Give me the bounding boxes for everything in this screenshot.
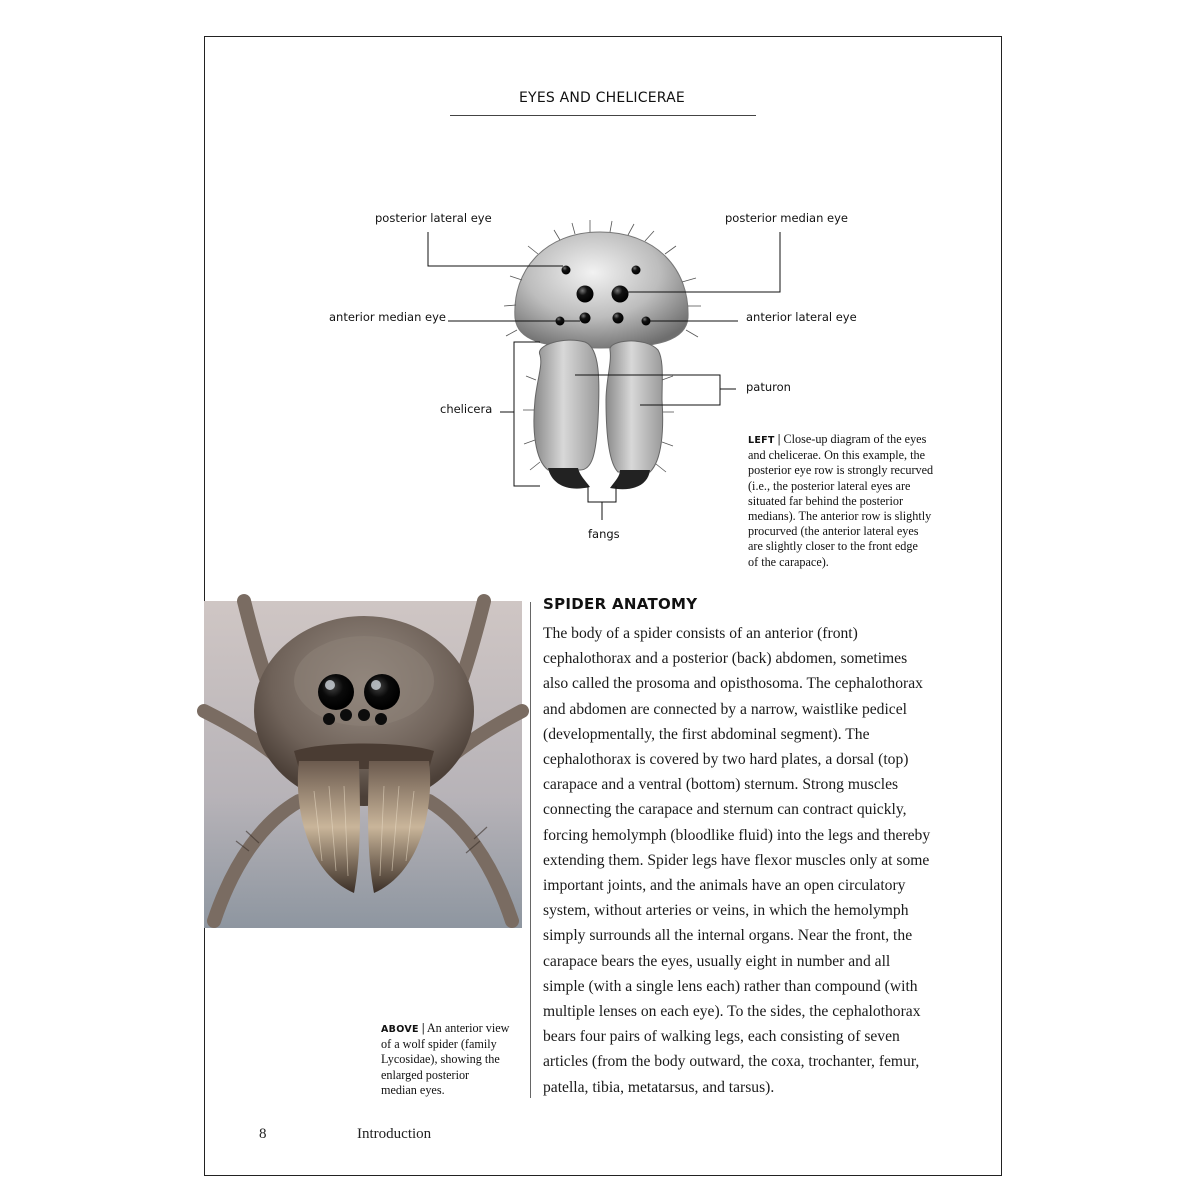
posterior-median-eye-right bbox=[612, 286, 629, 303]
body-line: multiple lenses on each eye). To the sides, the cephalothorax bbox=[543, 1003, 921, 1021]
body-line: forcing hemolymph (bloodlike fluid) into the legs and thereby bbox=[543, 826, 931, 844]
caption-tag: ABOVE bbox=[381, 1024, 419, 1035]
caption-line: median eyes. bbox=[381, 1082, 445, 1097]
body-line: The body of a spider consists of an anterior (front) bbox=[543, 625, 858, 642]
section-title: SPIDER ANATOMY bbox=[543, 595, 698, 613]
chelicerae bbox=[523, 340, 674, 489]
anterior-median-eye-left bbox=[580, 313, 591, 324]
label-fangs: fangs bbox=[588, 527, 620, 541]
label-posterior-median-eye: posterior median eye bbox=[725, 211, 848, 225]
body-line: extending them. Spider legs have flexor muscles only at some bbox=[543, 851, 930, 869]
photo-pme-right bbox=[364, 674, 400, 710]
posterior-lateral-eye-right bbox=[632, 266, 641, 275]
caption-line: (i.e., the posterior lateral eyes are bbox=[748, 478, 911, 493]
caption-line: Lycosidae), showing the bbox=[381, 1052, 500, 1067]
caption-tag: LEFT bbox=[748, 435, 775, 446]
body-line: and abdomen are connected by a narrow, waistlike pedicel bbox=[543, 700, 907, 718]
body-line: important joints, and the animals have an open circulatory bbox=[543, 877, 906, 895]
body-line: cephalothorax and a posterior (back) abdomen, sometimes bbox=[543, 650, 908, 668]
caption-line: are slightly closer to the front edge bbox=[748, 539, 918, 554]
anterior-median-eye-right bbox=[613, 313, 624, 324]
body-line: carapace and a ventral (bottom) sternum. Strong muscles bbox=[543, 776, 899, 794]
body-line: (developmentally, the first abdominal segment). The bbox=[543, 725, 870, 743]
caption-separator: | bbox=[777, 432, 781, 446]
diagram-caption bbox=[748, 432, 933, 570]
caption-line: of the carapace). bbox=[748, 554, 829, 569]
carapace-head bbox=[504, 220, 701, 348]
section-body bbox=[543, 621, 963, 1100]
caption-line: An anterior view bbox=[426, 1021, 510, 1035]
caption-line: enlarged posterior bbox=[381, 1067, 470, 1082]
body-line: simply surrounds all the internal organs. Near the front, the bbox=[543, 927, 913, 945]
column-divider bbox=[530, 602, 531, 1098]
label-paturon: paturon bbox=[746, 380, 791, 394]
caption-line: procurved (the anterior lateral eyes bbox=[748, 524, 919, 539]
caption-separator: | bbox=[421, 1021, 425, 1035]
anterior-lateral-eye-right bbox=[642, 317, 651, 326]
label-posterior-lateral-eye: posterior lateral eye bbox=[375, 211, 492, 225]
caption-line: medians). The anterior row is slightly bbox=[748, 509, 932, 524]
photo-pme-left bbox=[318, 674, 354, 710]
page-header-title: EYES AND CHELICERAE bbox=[519, 90, 685, 106]
body-line: bears four pairs of walking legs, each consisting of seven bbox=[543, 1028, 900, 1046]
wolf-spider-photo bbox=[204, 601, 522, 928]
label-anterior-lateral-eye: anterior lateral eye bbox=[746, 310, 857, 324]
caption-line: and chelicerae. On this example, the bbox=[748, 448, 925, 463]
body-line: carapace bears the eyes, usually eight in number and all bbox=[543, 952, 891, 970]
caption-line: Close-up diagram of the eyes bbox=[783, 432, 927, 446]
body-line: connecting the carapace and sternum can contract quickly, bbox=[543, 801, 907, 819]
body-line: also called the prosoma and opisthosoma. The cephalothorax bbox=[543, 675, 923, 693]
page-number: 8 bbox=[259, 1126, 267, 1142]
posterior-median-eye-left bbox=[577, 286, 594, 303]
running-footer-section: Introduction bbox=[357, 1126, 432, 1142]
body-line: system, without arteries or veins, in which the hemolymph bbox=[543, 902, 909, 920]
label-chelicera: chelicera bbox=[440, 402, 493, 416]
caption-line: of a wolf spider (family bbox=[381, 1037, 497, 1052]
label-anterior-median-eye: anterior median eye bbox=[329, 310, 446, 324]
caption-line: situated far behind the posterior bbox=[748, 493, 904, 508]
body-line: articles (from the body outward, the coxa, trochanter, femur, bbox=[543, 1053, 920, 1071]
photo-caption bbox=[381, 1021, 509, 1098]
caption-line: posterior eye row is strongly recurved bbox=[748, 463, 934, 478]
body-line: simple (with a single lens each) rather than compound (with bbox=[543, 977, 918, 995]
posterior-lateral-eye-left bbox=[562, 266, 571, 275]
body-line: patella, tibia, metatarsus, and tarsus). bbox=[543, 1078, 775, 1096]
leader-fangs bbox=[588, 486, 616, 502]
body-line: cephalothorax is covered by two hard plates, a dorsal (top) bbox=[543, 751, 909, 769]
